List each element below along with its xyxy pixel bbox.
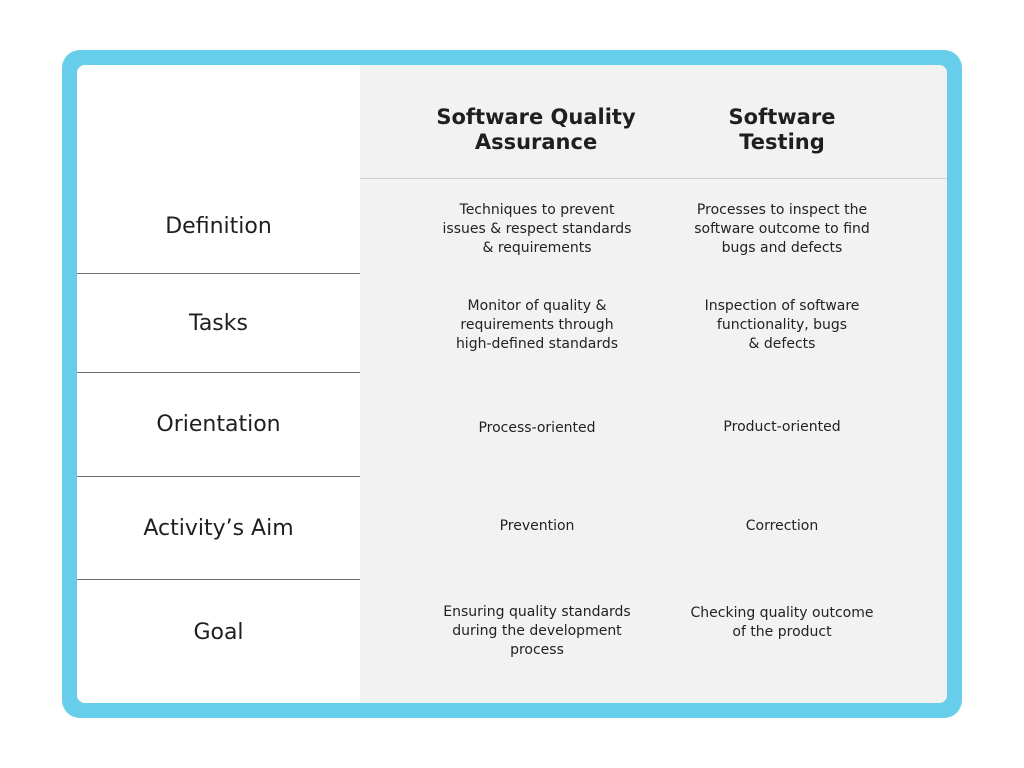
cell-orientation-qa: Process-oriented xyxy=(478,419,596,436)
comparison-table xyxy=(77,65,947,703)
cell-orientation-testing: Product-oriented xyxy=(723,418,841,435)
column-header-software-testing: Software Testing xyxy=(728,105,836,154)
cell-goal-testing: Checking quality outcome of the product xyxy=(690,605,874,640)
cell-definition-qa: Techniques to prevent issues & respect standards & requirements xyxy=(442,201,632,256)
cell-activity-aim-qa: Prevention xyxy=(499,517,575,534)
cell-activity-aim-testing: Correction xyxy=(745,517,819,534)
row-label-tasks: Tasks xyxy=(189,310,248,336)
row-label-definition: Definition xyxy=(165,213,272,239)
cell-tasks-testing: Inspection of software functionality, bugs & defects xyxy=(704,297,860,352)
cell-definition-testing: Processes to inspect the software outcome to find bugs and defects xyxy=(694,201,870,256)
column-header-quality-assurance: Software Quality Assurance xyxy=(436,105,636,154)
cell-goal-qa: Ensuring quality standards during the development process xyxy=(443,603,631,658)
row-label-orientation: Orientation xyxy=(156,412,281,437)
row-label-activity-aim: Activity’s Aim xyxy=(143,515,294,541)
row-label-goal: Goal xyxy=(193,620,244,645)
cell-tasks-qa: Monitor of quality & requirements through high-defined standards xyxy=(455,297,619,352)
